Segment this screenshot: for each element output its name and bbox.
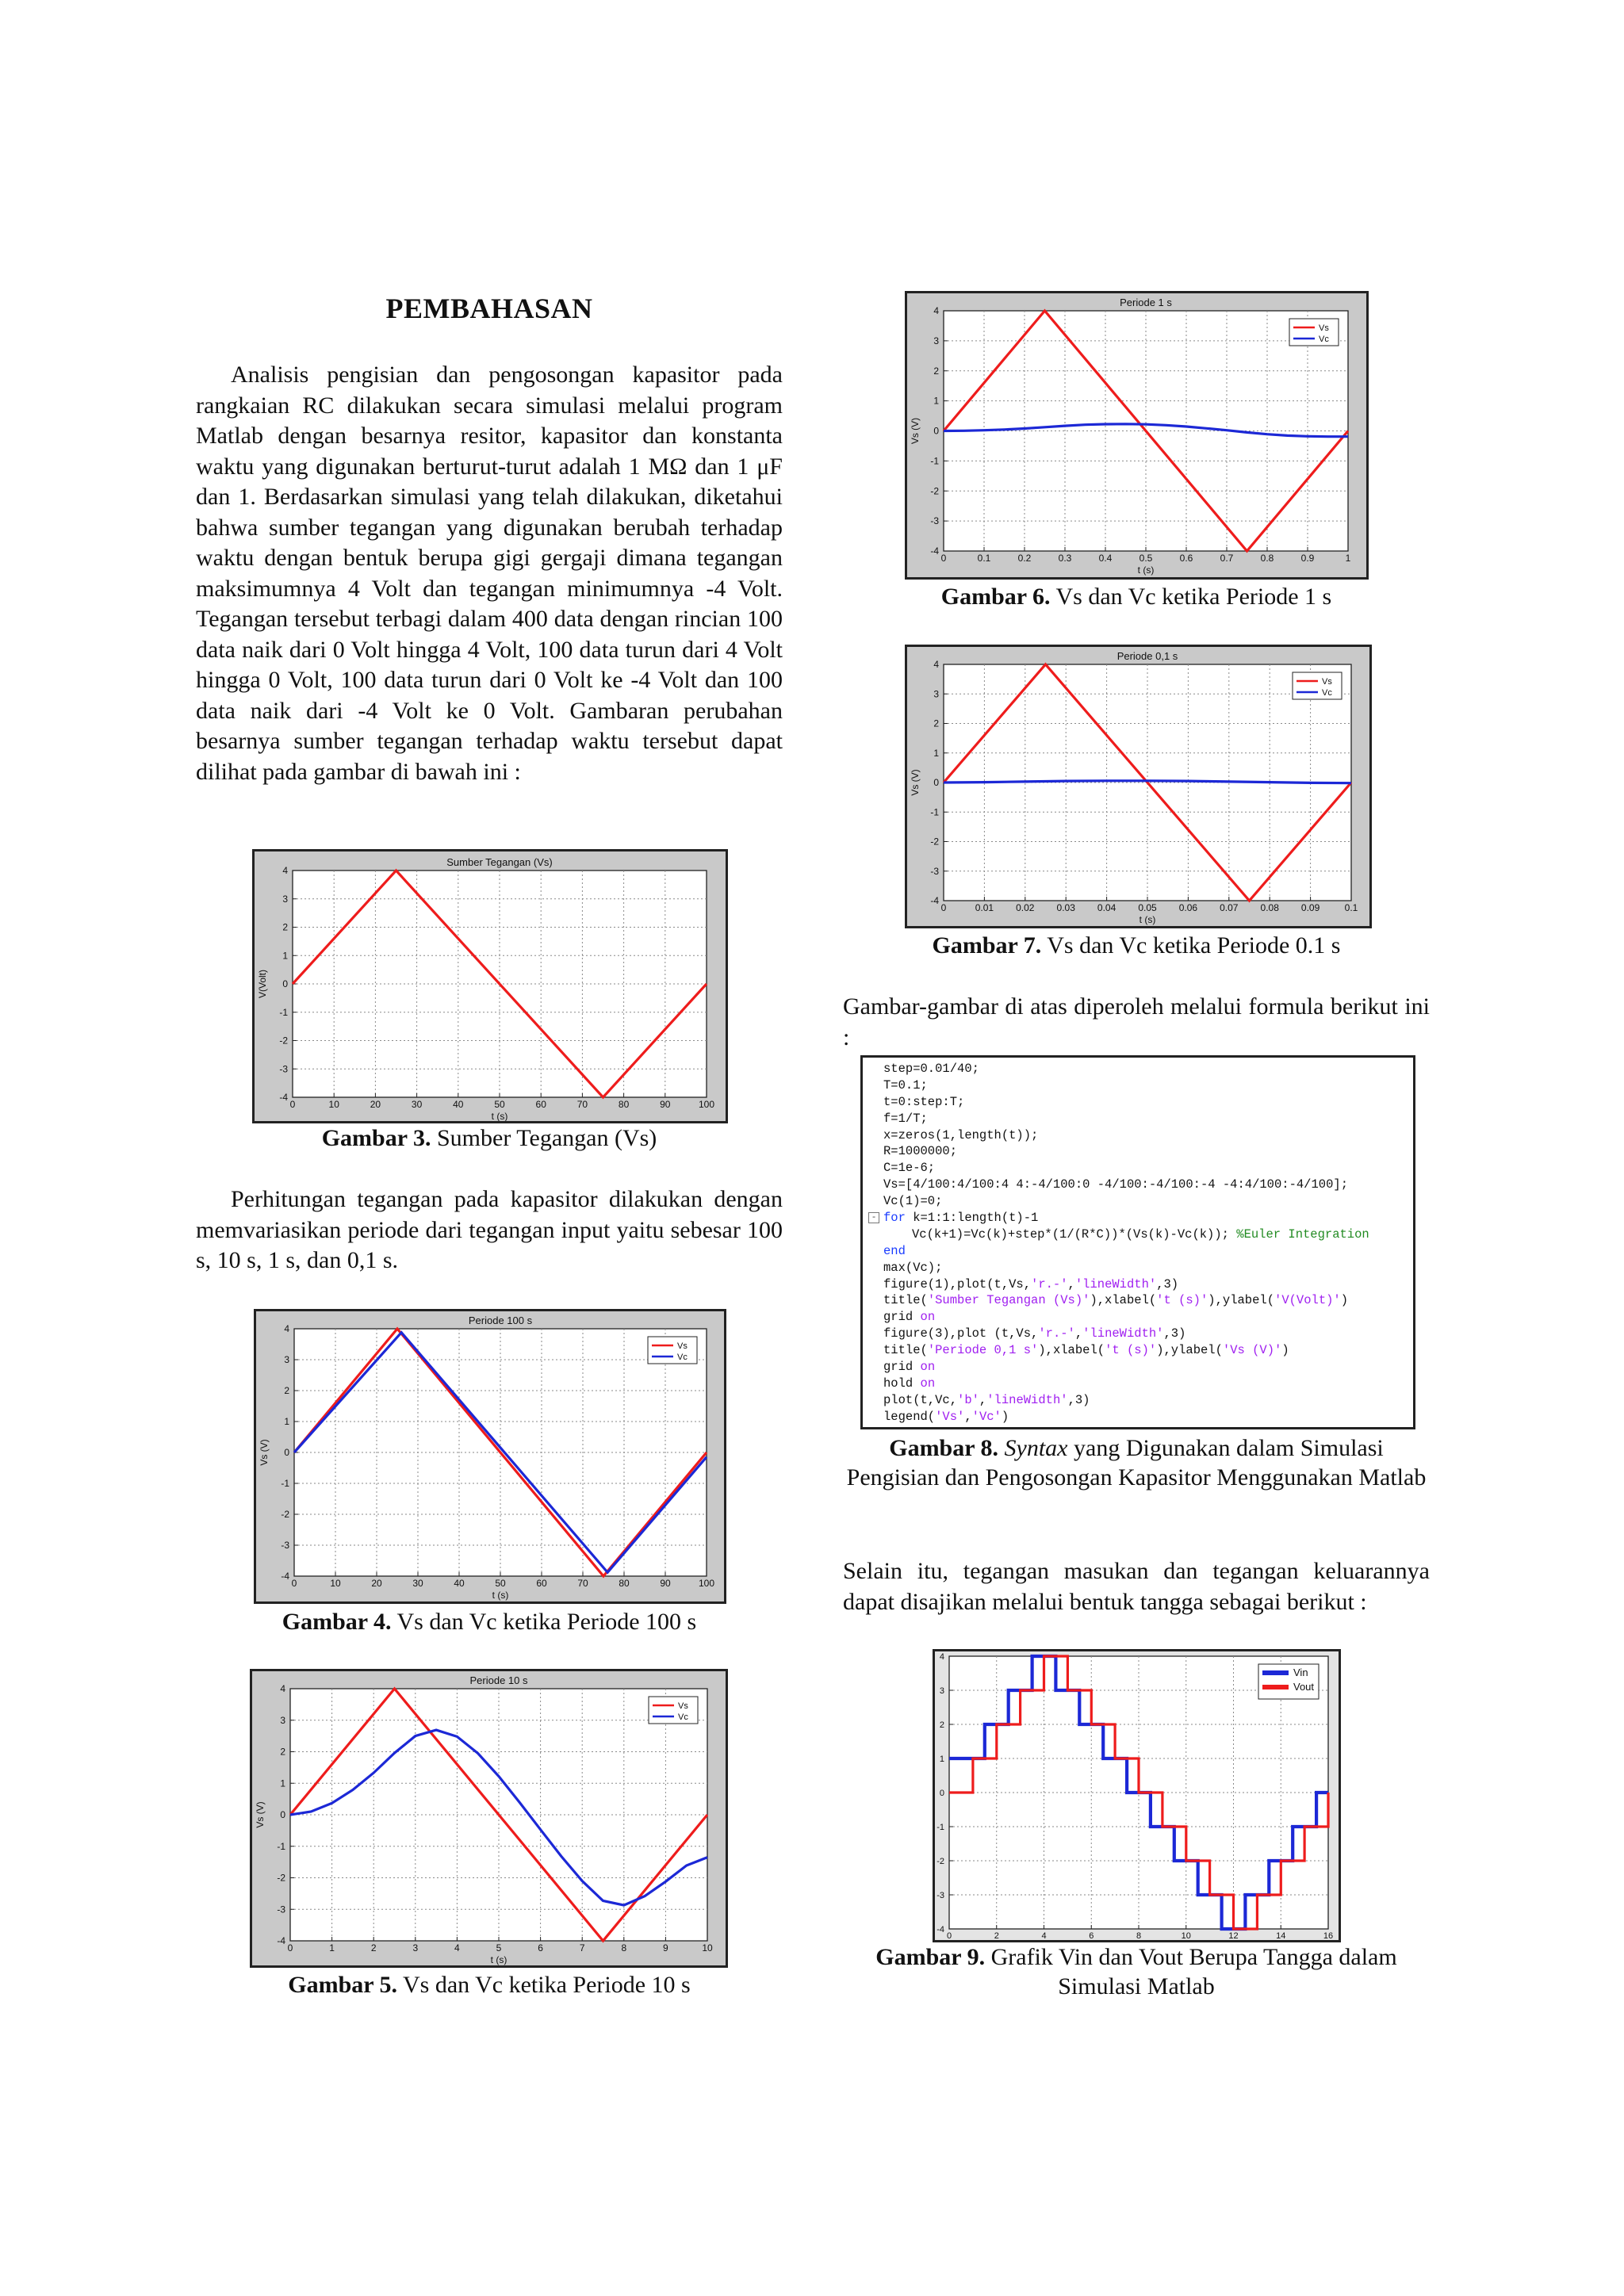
code-token: max(Vc); (883, 1260, 943, 1275)
x-tick-label: 60 (536, 1578, 547, 1589)
figure-7-svg (907, 647, 1369, 926)
x-tick-label: 100 (698, 1578, 715, 1589)
y-tick-label: 3 (284, 1354, 289, 1365)
figure-9-chart (933, 1649, 1341, 1942)
y-tick-label: -1 (930, 806, 939, 818)
code-token: ) (1281, 1343, 1289, 1358)
y-tick-label: -2 (930, 485, 939, 497)
code-token: plot(t,Vc, (883, 1392, 958, 1407)
code-token: t=0:step:T; (883, 1094, 965, 1109)
x-tick-label: 0.7 (1220, 553, 1234, 564)
y-tick-label: 3 (933, 335, 939, 346)
figure-9-svg (935, 1651, 1339, 1940)
figure-4-text: Vs dan Vc ketika Periode 100 s (391, 1609, 697, 1635)
y-tick-label: 1 (933, 395, 939, 407)
code-lines (863, 1061, 1413, 1425)
code-token: title( (883, 1343, 928, 1358)
y-tick-label: -3 (279, 1063, 288, 1075)
x-tick-label: 4 (1041, 1931, 1047, 1940)
y-tick-label: 1 (280, 1777, 285, 1789)
y-axis-label: Vs (V) (259, 1439, 270, 1466)
x-tick-label: 0.5 (1139, 553, 1153, 564)
x-tick-label: 0.05 (1138, 902, 1157, 913)
figure-9-text: Grafik Vin dan Vout Berupa Tangga dalam Simulasi Matlab (985, 1944, 1397, 1999)
code-token: grid (883, 1310, 921, 1325)
y-tick-label: 3 (933, 688, 939, 700)
legend-label: Vc (678, 1712, 688, 1722)
code-token: , (964, 1409, 972, 1424)
code-line (863, 1260, 1413, 1276)
code-token: %Euler Integration (1236, 1226, 1369, 1242)
legend-label: Vc (1319, 335, 1329, 344)
x-tick-label: 100 (698, 1099, 715, 1110)
x-tick-label: 3 (412, 1942, 419, 1954)
code-line (863, 1094, 1413, 1111)
code-token: ),xlabel( (1090, 1293, 1157, 1308)
y-tick-label: 4 (280, 1683, 285, 1694)
code-line (863, 1409, 1413, 1425)
matlab-code-listing (860, 1055, 1415, 1429)
y-tick-label: -4 (277, 1935, 285, 1946)
code-token: figure(3),plot (t,Vs, (883, 1326, 1039, 1341)
code-token: ,3) (1156, 1276, 1179, 1292)
x-tick-label: 1 (329, 1942, 335, 1954)
legend-label: Vs (678, 1701, 688, 1711)
x-tick-label: 6 (1089, 1931, 1094, 1940)
y-tick-label: 2 (939, 1720, 944, 1730)
figure-7-caption (843, 931, 1430, 960)
x-tick-label: 5 (496, 1942, 502, 1954)
figure-6-text: Vs dan Vc ketika Periode 1 s (1050, 584, 1332, 610)
y-tick-label: -4 (936, 1925, 944, 1934)
y-tick-label: 2 (933, 365, 939, 377)
code-token: 'Vs (V)' (1222, 1343, 1282, 1358)
code-line (863, 1292, 1413, 1309)
y-tick-label: -1 (277, 1840, 285, 1852)
figure-5-text: Vs dan Vc ketika Periode 10 s (397, 1972, 691, 1998)
x-tick-label: 2 (994, 1931, 999, 1940)
figure-7-label: Gambar 7. (932, 932, 1042, 959)
figure-3-chart (252, 849, 728, 1123)
y-tick-label: 1 (284, 1416, 289, 1427)
figure-4-chart (254, 1309, 726, 1604)
code-token: ),ylabel( (1156, 1343, 1223, 1358)
y-tick-label: -1 (930, 455, 939, 467)
y-tick-label: -2 (279, 1035, 288, 1047)
y-tick-label: -2 (930, 836, 939, 848)
legend-box (649, 1697, 698, 1724)
code-token: step=0.01/40; (883, 1062, 979, 1076)
x-tick-label: 80 (618, 1099, 630, 1110)
x-tick-label: 10 (328, 1099, 339, 1110)
code-token: , (1074, 1326, 1083, 1341)
y-tick-label: -4 (279, 1092, 288, 1103)
code-line (863, 1210, 1413, 1226)
x-tick-label: 90 (660, 1099, 671, 1110)
y-axis-label: V(Volt) (257, 969, 268, 999)
x-tick-label: 0.08 (1260, 902, 1279, 913)
code-line (863, 1376, 1413, 1392)
code-token: C=1e-6; (883, 1161, 936, 1176)
figure-9-caption (843, 1942, 1430, 2001)
code-token: 'b' (957, 1392, 979, 1407)
x-tick-label: 1 (1345, 553, 1351, 564)
y-tick-label: -3 (936, 1891, 944, 1900)
x-tick-label: 40 (453, 1099, 464, 1110)
x-tick-label: 0.04 (1097, 902, 1116, 913)
code-token: 'lineWidth' (986, 1392, 1068, 1407)
code-token: 'r.-' (1038, 1326, 1075, 1341)
x-tick-label: 0.3 (1058, 553, 1072, 564)
code-line (863, 1111, 1413, 1127)
y-tick-label: 2 (280, 1746, 285, 1758)
x-tick-label: 0 (940, 902, 947, 913)
y-tick-label: -3 (277, 1904, 285, 1915)
x-axis-label: t (s) (1139, 914, 1156, 925)
y-tick-label: 4 (284, 1323, 289, 1334)
legend-label: Vin (1293, 1667, 1308, 1678)
code-line (863, 1359, 1413, 1376)
y-tick-label: 3 (280, 1714, 285, 1726)
code-line (863, 1276, 1413, 1293)
code-line (863, 1193, 1413, 1210)
code-token: ,3) (1067, 1392, 1090, 1407)
code-token: f=1/T; (883, 1111, 928, 1126)
x-tick-label: 0.2 (1017, 553, 1032, 564)
formula-intro-paragraph (843, 992, 1430, 1053)
code-token: , (979, 1392, 987, 1407)
intro-paragraph (196, 360, 783, 787)
y-tick-label: 4 (933, 659, 939, 670)
x-axis-label: t (s) (491, 1111, 508, 1121)
code-token: R=1000000; (883, 1144, 958, 1159)
intro-paragraph-text: Analisis pengisian dan pengosongan kapasitor pada rangkaian RC dilakukan secara simulasi melalui program Matlab dengan besarnya resitor, kapasitor dan konstanta waktu yang digunakan berturut-turut adalah 1 MΩ dan 1 μF dan 1. Berdasarkan simulasi yang telah dilakukan, diketahui bahwa sumber tegangan yang digunakan berubah terhadap waktu dengan bentuk berupa gigi gergaji dimana tegangan maksimumnya 4 Volt dan tegangan minimumnya -4 Volt. Tegangan tersebut terbagi dalam 400 data dengan rincian 100 data naik dari 0 Volt hingga 4 Volt, 100 data turun dari 4 Volt hingga 0 Volt, 100 data turun dari 0 Volt ke -4 Volt dan 100 data naik dari -4 Volt ke 0 Volt. Gambaran perubahan besarnya sumber tegangan terhadap waktu tersebut dapat dilihat pada gambar di bawah ini : (196, 362, 783, 785)
x-tick-label: 8 (1136, 1931, 1142, 1940)
figure-6-label: Gambar 6. (940, 584, 1051, 610)
chart-title: Periode 100 s (468, 1314, 533, 1326)
code-line (863, 1342, 1413, 1359)
y-tick-label: 3 (282, 893, 288, 905)
y-tick-label: -1 (279, 1006, 288, 1018)
x-tick-label: 20 (371, 1578, 382, 1589)
figure-6-svg (907, 293, 1366, 577)
code-token: figure(1),plot(t,Vs, (883, 1276, 1032, 1292)
figure-3-text: Sumber Tegangan (Vs) (431, 1125, 657, 1151)
figure-5-svg (252, 1671, 726, 1965)
x-tick-label: 0.4 (1098, 553, 1113, 564)
y-tick-label: 3 (939, 1686, 944, 1696)
y-tick-label: 0 (933, 425, 939, 437)
figure-3-caption (196, 1123, 783, 1153)
code-token: for (883, 1211, 906, 1226)
x-tick-label: 10 (1181, 1931, 1191, 1940)
code-line (863, 1061, 1413, 1077)
x-tick-label: 0 (291, 1578, 297, 1589)
code-line (863, 1309, 1413, 1326)
y-tick-label: -4 (281, 1571, 289, 1582)
figure-4-label: Gambar 4. (282, 1609, 392, 1635)
code-token: legend( (883, 1409, 936, 1424)
code-token: 'lineWidth' (1082, 1326, 1164, 1341)
figure-8-label: Gambar 8. (889, 1435, 999, 1461)
y-tick-label: 4 (933, 305, 939, 316)
x-tick-label: 9 (663, 1942, 668, 1954)
y-tick-label: -3 (930, 515, 939, 527)
y-tick-label: 0 (280, 1809, 285, 1820)
legend-label: Vc (677, 1353, 688, 1362)
code-token: Vc(k+1)=Vc(k)+step*(1/(R*C))*(Vs(k)-Vc(k)); (912, 1226, 1237, 1242)
code-token: grid (883, 1360, 921, 1375)
legend-box (648, 1337, 697, 1364)
figure-4-svg (256, 1311, 724, 1601)
code-token: ),ylabel( (1208, 1293, 1275, 1308)
code-line (863, 1177, 1413, 1193)
chart-title: Periode 1 s (1120, 297, 1172, 308)
x-tick-label: 90 (660, 1578, 671, 1589)
x-tick-label: 4 (454, 1942, 460, 1954)
x-axis-label: t (s) (1137, 564, 1155, 576)
code-line (863, 1243, 1413, 1260)
x-tick-label: 20 (370, 1099, 381, 1110)
x-tick-label: 0 (289, 1099, 296, 1110)
y-tick-label: -2 (936, 1857, 944, 1866)
x-tick-label: 10 (702, 1942, 713, 1954)
x-tick-label: 2 (370, 1942, 377, 1954)
y-tick-label: -2 (277, 1872, 285, 1884)
code-token: on (920, 1360, 936, 1375)
code-token: ),xlabel( (1038, 1343, 1105, 1358)
code-token: end (883, 1243, 906, 1258)
x-tick-label: 12 (1228, 1931, 1239, 1940)
figure-8-text: yang Digunakan dalam Simulasi Pengisian dan Pengosongan Kapasitor Menggunakan Matlab (846, 1435, 1427, 1490)
figure-9-label: Gambar 9. (875, 1944, 986, 1970)
code-token: Vc(1)=0; (883, 1194, 943, 1209)
code-token: 'Periode 0,1 s' (927, 1343, 1039, 1358)
legend-box (1293, 672, 1342, 699)
chart-title: Periode 0,1 s (1116, 650, 1178, 662)
y-tick-label: 0 (933, 777, 939, 788)
figure-3-label: Gambar 3. (321, 1125, 431, 1151)
code-line (863, 1127, 1413, 1144)
x-tick-label: 70 (577, 1578, 588, 1589)
x-tick-label: 0.02 (1016, 902, 1035, 913)
y-tick-label: -2 (281, 1509, 289, 1520)
x-axis-label: t (s) (490, 1954, 508, 1965)
code-line (863, 1226, 1413, 1243)
x-axis-label: t (s) (492, 1590, 509, 1601)
code-token: on (920, 1310, 936, 1325)
fold-toggle-icon[interactable]: - (868, 1212, 879, 1223)
x-tick-label: 0.09 (1300, 902, 1320, 913)
x-tick-label: 0.8 (1260, 553, 1274, 564)
x-tick-label: 0.6 (1179, 553, 1193, 564)
x-tick-label: 6 (538, 1942, 543, 1954)
period-paragraph (196, 1184, 783, 1276)
x-tick-label: 80 (619, 1578, 630, 1589)
legend-label: Vout (1293, 1681, 1315, 1693)
x-tick-label: 0.06 (1178, 902, 1198, 913)
x-tick-label: 0.07 (1220, 902, 1239, 913)
figure-6-chart (905, 291, 1369, 580)
x-tick-label: 50 (494, 1099, 505, 1110)
y-tick-label: 0 (282, 978, 288, 989)
y-tick-label: -3 (281, 1540, 289, 1551)
x-tick-label: 10 (330, 1578, 341, 1589)
y-axis-label: Vs (V) (255, 1801, 266, 1828)
code-token: ) (1340, 1293, 1349, 1308)
legend-label: Vc (1322, 688, 1332, 698)
x-tick-label: 0.01 (975, 902, 994, 913)
code-token: 'lineWidth' (1074, 1276, 1157, 1292)
code-line (863, 1392, 1413, 1409)
formula-intro-text: Gambar-gambar di atas diperoleh melalui formula berikut ini : (843, 993, 1430, 1050)
code-line (863, 1160, 1413, 1177)
y-tick-label: 4 (939, 1652, 944, 1662)
legend-box (1289, 319, 1339, 346)
legend-label: Vs (1319, 323, 1329, 333)
figure-5-label: Gambar 5. (288, 1972, 398, 1998)
code-line (863, 1326, 1413, 1342)
y-tick-label: -4 (930, 895, 939, 906)
figure-3-svg (255, 851, 726, 1121)
y-tick-label: 4 (282, 865, 288, 876)
y-tick-label: -1 (281, 1478, 289, 1489)
code-token: 'Sumber Tegangan (Vs)' (927, 1293, 1090, 1308)
code-token: on (920, 1376, 936, 1391)
code-token: k=1:1:length(t)-1 (905, 1211, 1039, 1226)
figure-8-italic: Syntax (1004, 1435, 1068, 1461)
code-token: 'r.-' (1031, 1276, 1068, 1292)
code-token: title( (883, 1293, 928, 1308)
code-line (863, 1143, 1413, 1160)
x-tick-label: 70 (576, 1099, 588, 1110)
figure-4-caption (196, 1607, 783, 1636)
x-tick-label: 30 (412, 1578, 423, 1589)
x-tick-label: 16 (1323, 1931, 1334, 1940)
x-tick-label: 0 (287, 1942, 293, 1954)
figure-5-chart (250, 1669, 728, 1968)
y-tick-label: -4 (930, 545, 939, 557)
stair-intro-paragraph (843, 1556, 1430, 1617)
figure-7-text: Vs dan Vc ketika Periode 0.1 s (1041, 932, 1341, 959)
code-token: ) (1001, 1409, 1009, 1424)
chart-title: Periode 10 s (469, 1674, 528, 1686)
code-token: ,3) (1163, 1326, 1186, 1341)
figure-5-caption (196, 1970, 783, 1999)
y-tick-label: 1 (933, 747, 939, 759)
code-line (863, 1077, 1413, 1094)
y-tick-label: 2 (933, 718, 939, 729)
section-heading: PEMBAHASAN (385, 293, 593, 324)
y-tick-label: 1 (282, 950, 288, 962)
code-token: 'Vs' (935, 1409, 965, 1424)
stair-intro-text: Selain itu, tegangan masukan dan tegangan keluarannya dapat disajikan melalui bentuk tangga sebagai berikut : (843, 1558, 1430, 1615)
y-tick-label: -1 (936, 1823, 944, 1832)
period-paragraph-text: Perhitungan tegangan pada kapasitor dilakukan dengan memvariasikan periode dari tegangan input yaitu sebesar 100 s, 10 s, 1 s, dan 0,1 s. (196, 1186, 783, 1273)
code-token: Vs=[4/100:4/100:4 4:-4/100:0 -4/100:-4/100:-4 -4:4/100:-4/100]; (883, 1177, 1348, 1192)
y-tick-label: 2 (282, 921, 288, 933)
x-tick-label: 0 (940, 553, 947, 564)
x-tick-label: 14 (1276, 1931, 1286, 1940)
y-tick-label: 1 (939, 1755, 944, 1764)
code-token: 't (s)' (1105, 1343, 1157, 1358)
x-tick-label: 0 (946, 1931, 952, 1940)
x-tick-label: 0.1 (977, 553, 991, 564)
code-token: 't (s)' (1156, 1293, 1208, 1308)
x-tick-label: 0.1 (1344, 902, 1358, 913)
x-tick-label: 50 (495, 1578, 506, 1589)
code-token: T=0.1; (883, 1077, 928, 1093)
legend-label: Vs (677, 1341, 688, 1351)
chart-title: Sumber Tegangan (Vs) (446, 856, 553, 868)
x-tick-label: 0.03 (1056, 902, 1075, 913)
x-tick-label: 7 (579, 1942, 585, 1954)
y-axis-label: Vs (V) (910, 769, 921, 796)
y-tick-label: 2 (284, 1385, 289, 1396)
code-token: x=zeros(1,length(t)); (883, 1127, 1039, 1142)
y-axis-label: Vs (V) (910, 417, 921, 445)
y-tick-label: 0 (284, 1447, 289, 1458)
code-token: hold (883, 1376, 921, 1391)
code-token: 'V(Volt)' (1274, 1293, 1341, 1308)
figure-7-chart (905, 645, 1372, 928)
x-tick-label: 0.9 (1300, 553, 1315, 564)
figure-6-caption (843, 582, 1430, 611)
x-tick-label: 60 (535, 1099, 546, 1110)
y-tick-label: 0 (939, 1789, 944, 1798)
code-token: 'Vc' (971, 1409, 1002, 1424)
y-tick-label: -3 (930, 865, 939, 877)
legend-label: Vs (1322, 677, 1332, 687)
x-tick-label: 30 (411, 1099, 423, 1110)
figure-8-caption (843, 1433, 1430, 1492)
code-token: , (1067, 1276, 1075, 1292)
x-tick-label: 8 (621, 1942, 627, 1954)
x-tick-label: 40 (454, 1578, 465, 1589)
